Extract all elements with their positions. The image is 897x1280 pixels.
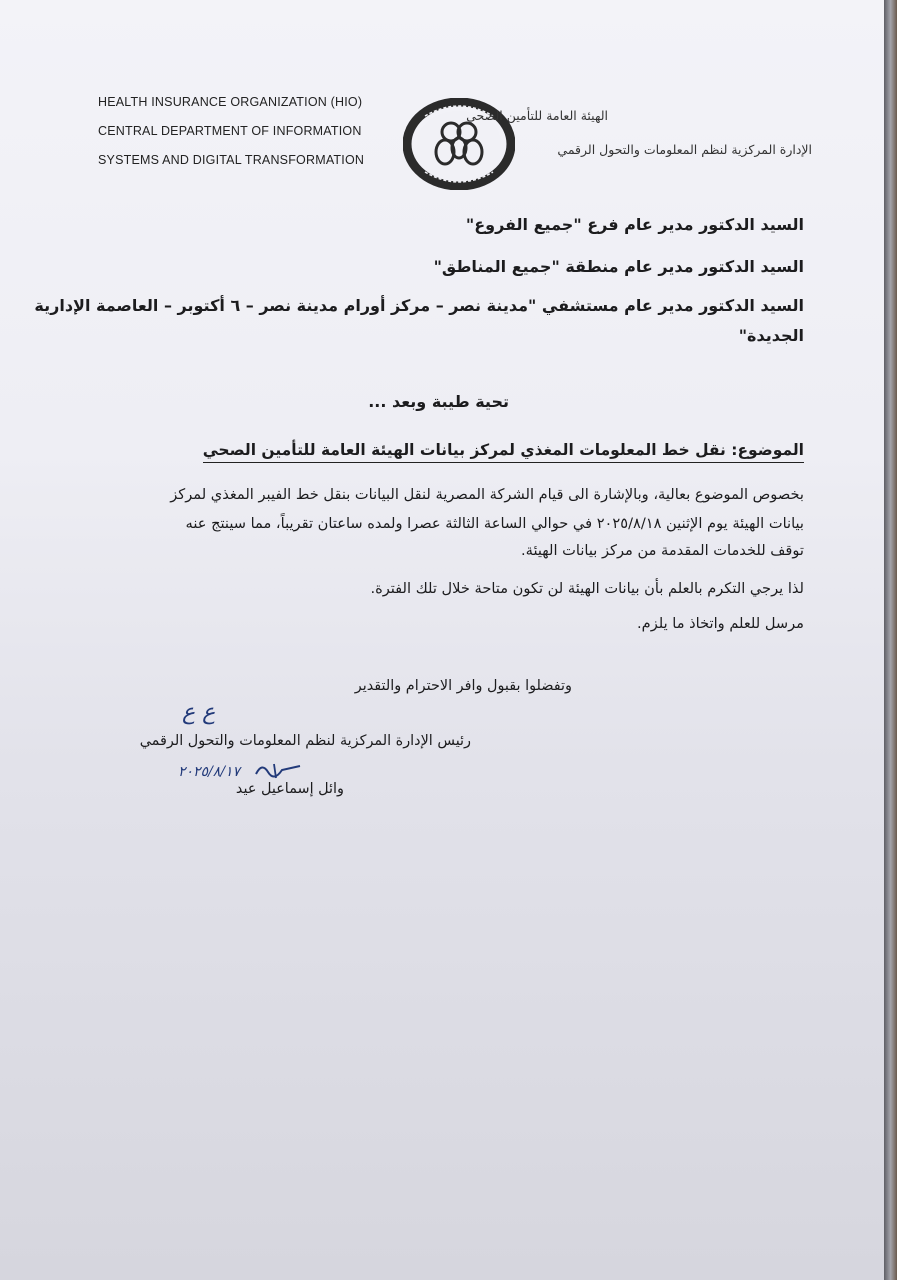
handwritten-date: ٢٠٢٥/٨/١٧ <box>178 764 241 780</box>
greeting: تحية طيبة وبعد ... <box>368 392 509 411</box>
subject-line: الموضوع: نقل خط المعلومات المغذي لمركز بيانات الهيئة العامة للتأمين الصحي <box>203 441 804 463</box>
closing-line: وتفضلوا بقبول وافر الاحترام والتقدير <box>354 678 572 694</box>
addressee-hospitals: السيد الدكتور مدير عام مستشفي "مدينة نصر – مركز أورام مدينة نصر – ٦ أكتوبر – العاصمة الإدارية <box>34 296 804 315</box>
body-notice-line: لذا يرجي التكرم بالعلم بأن بيانات الهيئة لن تكون متاحة خلال تلك الفترة. <box>370 580 804 597</box>
signature-mark-icon <box>252 760 304 782</box>
page-edge-shadow <box>884 0 897 1280</box>
body-paragraph-line-3: توقف للخدمات المقدمة من مركز بيانات الهيئة. <box>521 542 804 559</box>
org-name-ar-line-1: الهيئة العامة للتأمين الصحي <box>466 108 608 123</box>
addressee-regions: السيد الدكتور مدير عام منطقة "جميع المناطق" <box>433 257 804 276</box>
body-paragraph-line-1: بخصوص الموضوع بعالية، وبالإشارة الى قيام الشركة المصرية لنقل البيانات بنقل خط الفيبر المغذي لمركز <box>170 486 804 503</box>
org-name-en-line-2: CENTRAL DEPARTMENT OF INFORMATION <box>98 124 362 138</box>
addressee-hospitals-cont: الجديدة" <box>738 326 804 345</box>
org-name-ar-line-2: الإدارة المركزية لنظم المعلومات والتحول الرقمي <box>557 142 812 157</box>
body-paragraph-line-2: بيانات الهيئة يوم الإثنين ٢٠٢٥/٨/١٨ في حوالي الساعة الثالثة عصرا ولمده ساعتان تقريباً، مما سينتج عنه <box>185 515 804 532</box>
signatory-name: وائل إسماعيل عيد <box>235 781 344 797</box>
body-action-line: مرسل للعلم واتخاذ ما يلزم. <box>637 615 804 632</box>
signatory-title: رئيس الإدارة المركزية لنظم المعلومات والتحول الرقمي <box>139 733 471 749</box>
addressee-branches: السيد الدكتور مدير عام فرع "جميع الفروع" <box>465 215 804 234</box>
org-name-en-line-3: SYSTEMS AND DIGITAL TRANSFORMATION <box>98 153 365 167</box>
org-name-en-line-1: HEALTH INSURANCE ORGANIZATION (HIO) <box>98 95 363 109</box>
handwritten-initials: ع ع <box>182 700 216 725</box>
